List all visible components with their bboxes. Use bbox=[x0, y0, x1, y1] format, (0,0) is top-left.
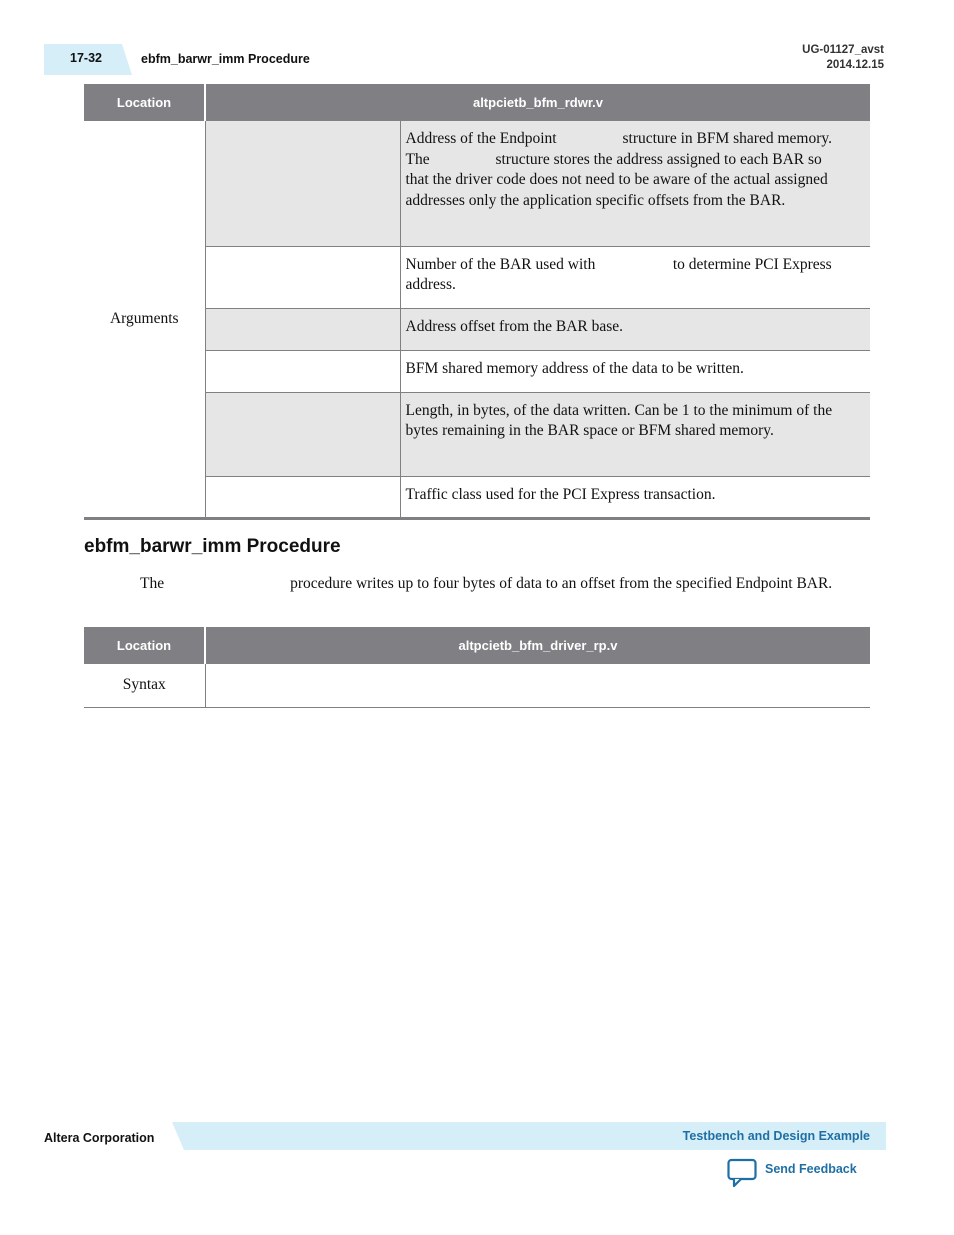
syntax-table bbox=[84, 627, 870, 708]
argument-description: Address of the Endpoint structure in BFM shared memory. The structure stores the address assigned to each BAR so that the driver code does not need to be aware of the actual assigned addresses only the application specific offsets from the BAR. bbox=[400, 121, 870, 246]
doc-date: 2014.12.15 bbox=[826, 59, 884, 71]
location-header: Location bbox=[84, 84, 205, 121]
doc-id: UG-01127_avst bbox=[802, 44, 884, 56]
file-header: altpcietb_bfm_driver_rp.v bbox=[205, 627, 870, 664]
intro-start: The bbox=[140, 575, 165, 592]
send-feedback-label: Send Feedback bbox=[765, 1162, 857, 1176]
argument-description: BFM shared memory address of the data to be written. bbox=[400, 350, 870, 392]
argument-description: Traffic class used for the PCI Express transaction. bbox=[405, 485, 716, 503]
argument-name-cell bbox=[205, 350, 400, 392]
section-intro bbox=[140, 574, 860, 595]
syntax-label: Syntax bbox=[84, 664, 205, 708]
speech-bubble-icon bbox=[727, 1158, 759, 1188]
arguments-label: Arguments bbox=[84, 121, 205, 518]
file-header: altpcietb_bfm_rdwr.v bbox=[205, 84, 870, 121]
company-name: Altera Corporation bbox=[44, 1131, 155, 1145]
syntax-cell bbox=[205, 664, 870, 708]
argument-name-cell bbox=[205, 246, 400, 308]
running-title: ebfm_barwr_imm Procedure bbox=[141, 52, 310, 66]
argument-description: Length, in bytes, of the data written. Can be 1 to the minimum of the bytes remaining in the BAR space or BFM shared memory. bbox=[400, 392, 870, 476]
argument-name-cell bbox=[205, 476, 400, 518]
section-title: ebfm_barwr_imm Procedure bbox=[84, 536, 341, 557]
argument-description: Address offset from the BAR base. bbox=[400, 308, 870, 350]
argument-description: Number of the BAR used with to determine PCI Express address. bbox=[400, 246, 870, 308]
argument-name-cell bbox=[205, 121, 400, 246]
page-number: 17-32 bbox=[70, 51, 102, 65]
arguments-table bbox=[84, 84, 870, 520]
intro-rest: procedure writes up to four bytes of data to an offset from the specified Endpoint BAR. bbox=[290, 575, 833, 592]
argument-name-cell bbox=[205, 308, 400, 350]
argument-name-cell bbox=[205, 392, 400, 476]
document-id bbox=[802, 43, 884, 73]
location-header: Location bbox=[84, 627, 205, 664]
chapter-link[interactable]: Testbench and Design Example bbox=[682, 1129, 870, 1143]
